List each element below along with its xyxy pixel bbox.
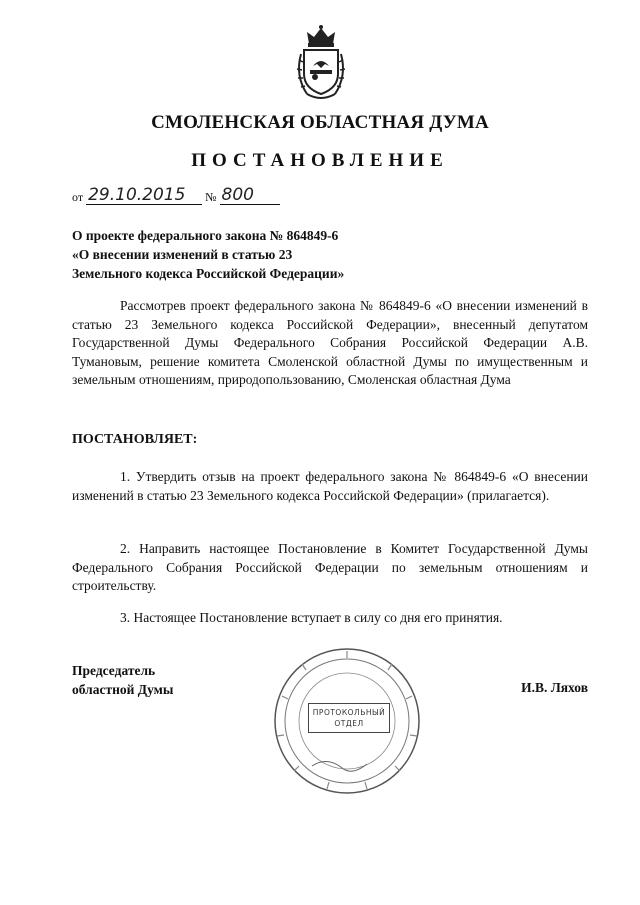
seal-center-line-2: ОТДЕЛ [334,719,364,728]
resolution-item-1: 1. Утвердить отзыв на проект федерального закона № 864849-6 «О внесении изменений в статью 23 Земельного кодекса Российской Федерации» (прилагается). [72,469,588,503]
resolution-item-2: 2. Направить настоящее Постановление в Комитет Государственной Думы Федерального Собрания Российской Федерации по земельным отношениям и строительству. [72,541,588,593]
document-type: ПОСТАНОВЛЕНИЕ [191,150,449,171]
resolves-heading: ПОСТАНОВЛЯЕТ: [72,432,198,447]
date-value: 29.10.2015 [86,186,202,205]
document-subject [72,226,432,283]
signatory-name: И.В. Ляхов [521,680,588,695]
seal-center-line-1: ПРОТОКОЛЬНЫЙ [312,708,386,717]
subject-line-1: О проекте федерального закона № 864849-6 [72,228,339,243]
number-prefix: № [205,190,217,204]
signatory-title [72,661,173,699]
subject-line-3: Земельного кодекса Российской Федерации» [72,266,345,281]
signatory-title-line-2: областной Думы [72,682,174,697]
resolution-item-3: 3. Настоящее Постановление вступает в силу со дня его принятия. [120,610,503,625]
intro-paragraph: Рассмотрев проект федерального закона № 864849-6 «О внесении изменений в статью 23 Земельного кодекса Российской Федерации», внесенный депутатом Государственной Думы Федерального Собрания Российской Федерации А.В. Тумановым, решение комитета Смоленской областной Думы по имущественным и земельным отношениям, природопользованию, Смоленская областная Дума [72,298,588,387]
smolensk-coat-of-arms-icon [293,24,349,102]
number-value: 800 [220,186,280,205]
organization-name: СМОЛЕНСКАЯ ОБЛАСТНАЯ ДУМА [151,112,489,133]
subject-line-2: «О внесении изменений в статью 23 [72,247,293,262]
date-prefix: от [72,190,84,204]
signatory-title-line-1: Председатель [72,663,156,678]
date-number-line [72,186,280,210]
seal-center-label [308,703,390,733]
